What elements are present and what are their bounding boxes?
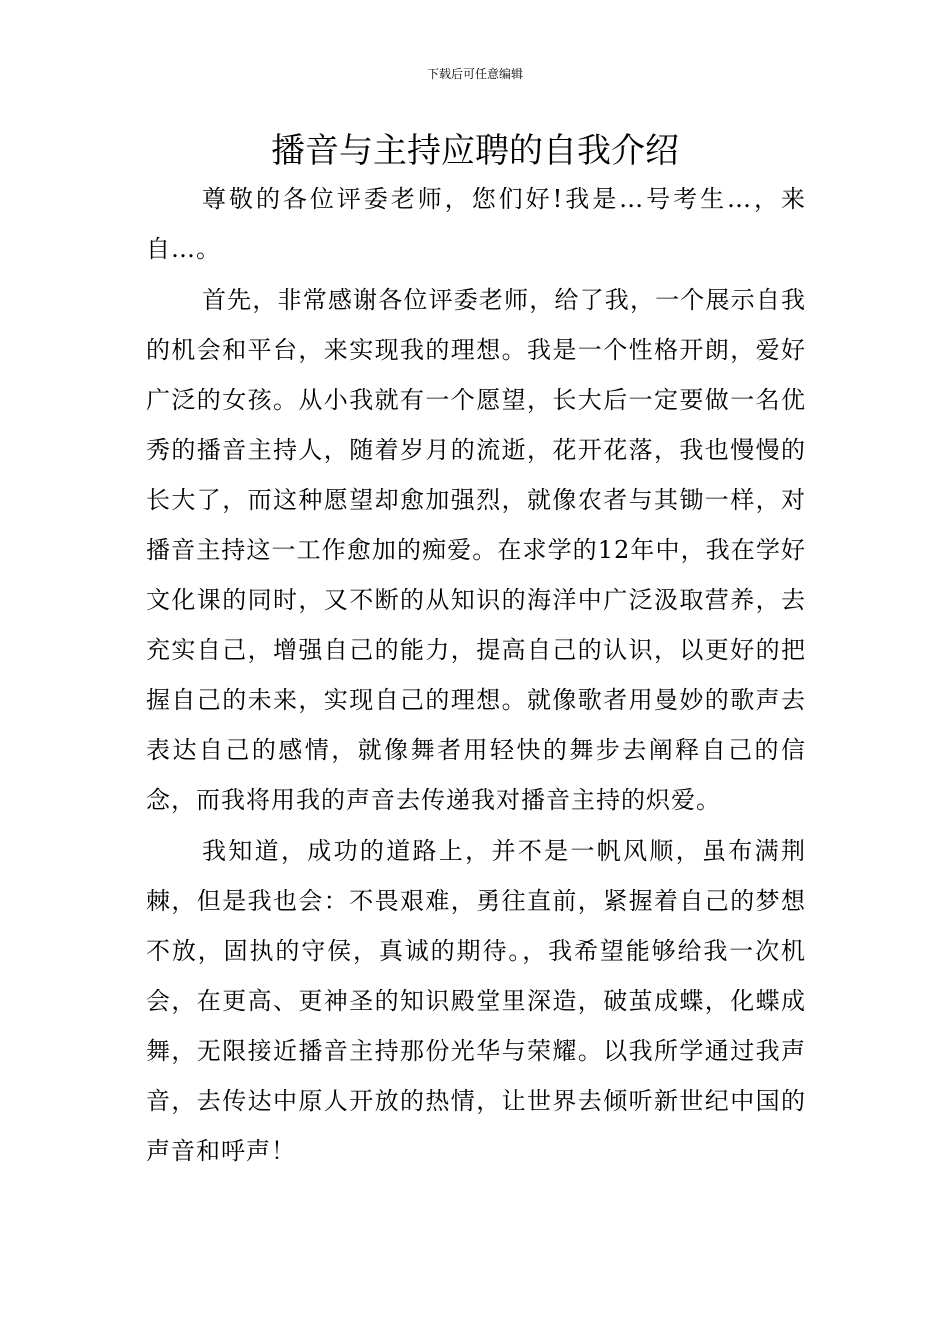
- document-body: [146, 174, 806, 1177]
- header-note: 下载后可任意编辑: [426, 67, 523, 81]
- document-title: 播音与主持应聘的自我介绍: [271, 131, 679, 171]
- paragraph-introduction: 首先，非常感谢各位评委老师，给了我，一个展示自我的机会和平台，来实现我的理想。我是一个性格开朗，爱好广泛的女孩。从小我就有一个愿望，长大后一定要做一名优秀的播音主持人，随着岁月的流逝，花开花落，我也慢慢的长大了，而这种愿望却愈加强烈，就像农者与其锄一样，对播音主持这一工作愈加的痴爱。在求学的12年中，我在学好文化课的同时，又不断的从知识的海洋中广泛汲取营养，去充实自己，增强自己的能力，提高自己的认识，以更好的把握自己的未来，实现自己的理想。就像歌者用曼妙的歌声去表达自己的感情，就像舞者用轻快的舞步去阐释自己的信念，而我将用我的声音去传递我对播音主持的炽爱。: [146, 286, 806, 814]
- paragraph-greeting: 尊敬的各位评委老师，您们好!我是…号考生…，来自…。: [146, 185, 806, 263]
- paragraph-aspiration: 我知道，成功的道路上，并不是一帆风顺，虽布满荆棘，但是我也会：不畏艰难，勇往直前，紧握着自己的梦想不放，固执的守侯，真诚的期待。，我希望能够给我一次机会，在更高、更神圣的知识殿堂里深造，破茧成蝶，化蝶成舞，无限接近播音主持那份光华与荣耀。以我所学通过我声音，去传达中原人开放的热情，让世界去倾听新世纪中国的声音和呼声！: [146, 837, 806, 1165]
